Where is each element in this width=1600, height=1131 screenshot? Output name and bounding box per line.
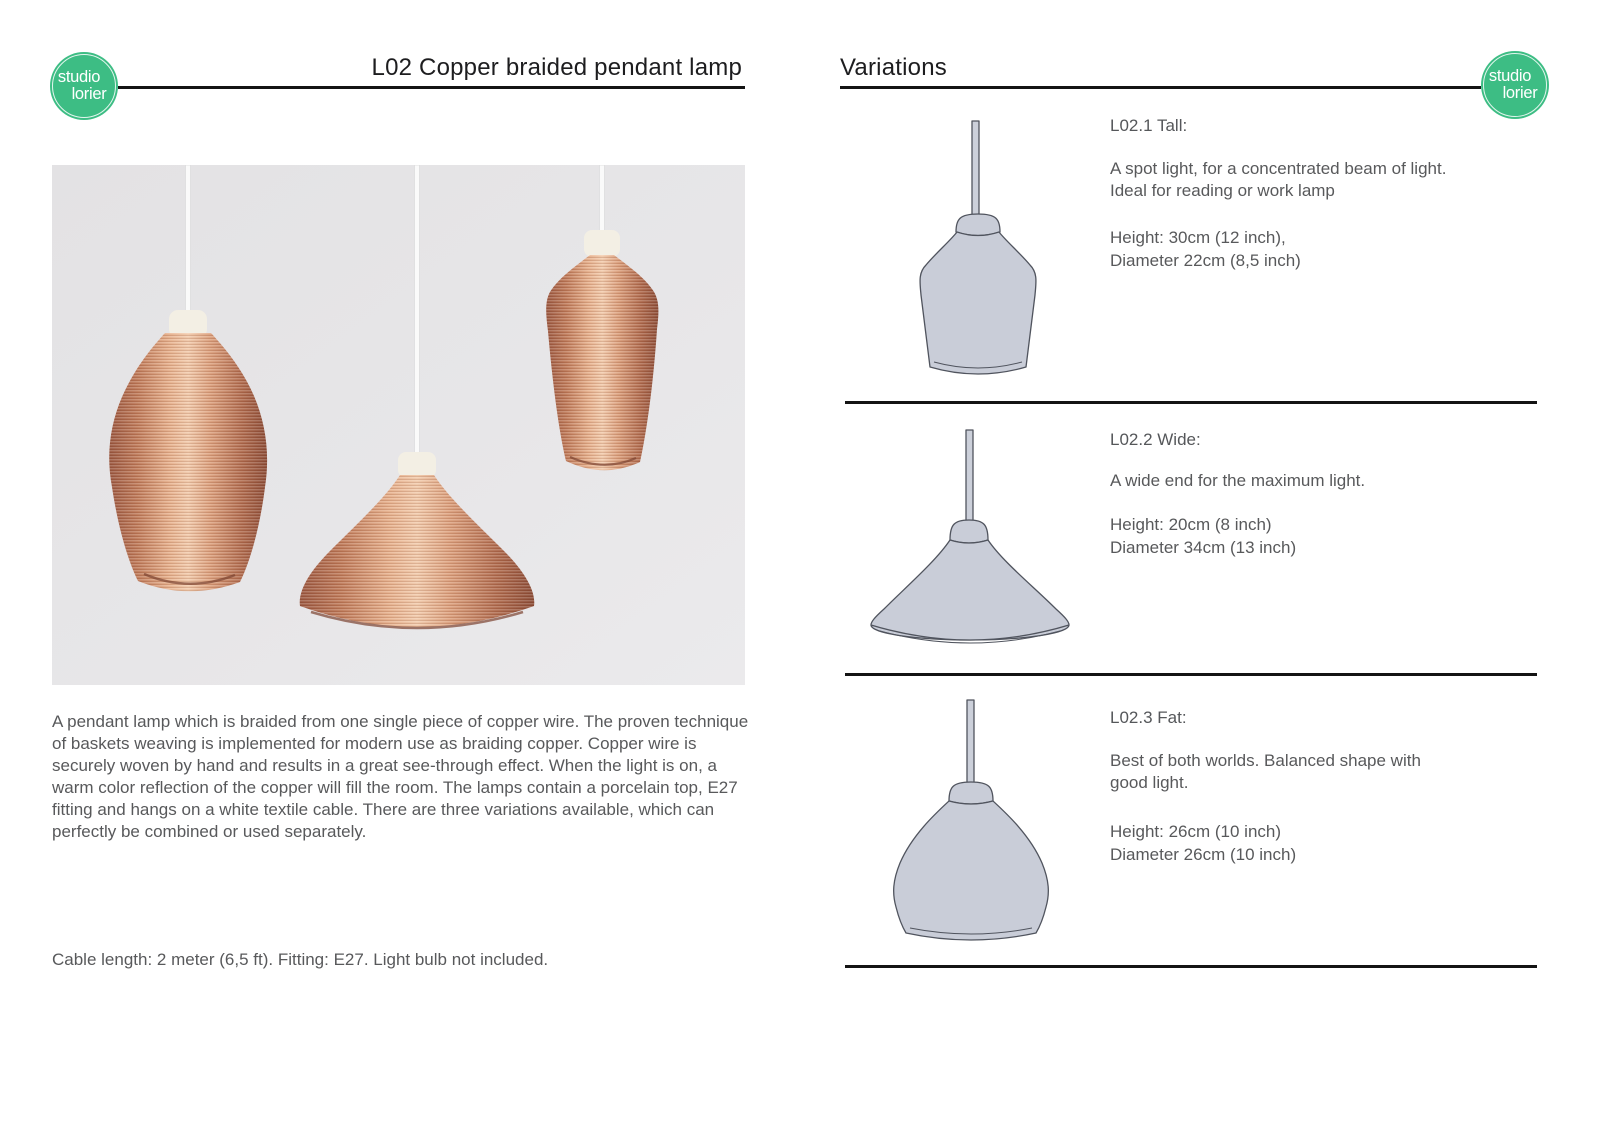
desc-line: A spot light, for a concentrated beam of light.: [1110, 159, 1447, 178]
variation-1-dimensions: [1110, 226, 1301, 272]
porcelain-cap: [398, 452, 436, 478]
page-title: L02 Copper braided pendant lamp: [371, 54, 742, 81]
variation-3-description: [1110, 750, 1495, 794]
drawing-body: [894, 801, 1049, 940]
diameter-line: Diameter 26cm (10 inch): [1110, 845, 1297, 864]
drawing-cable: [966, 430, 973, 522]
product-description: A pendant lamp which is braided from one single piece of copper wire. The proven technique of baskets weaving is implemented for modern use as braiding copper. Copper wire is securely woven by hand and results in a great see-through effect. When the light is on, a warm color reflection of the copper will fill the room. The lamps contain a porcelain top, E27 fitting and hangs on a white textile cable. There are three variations available, which can perfectly be combined or used separately.: [52, 712, 749, 841]
variation-3-dimensions: [1110, 820, 1296, 866]
drawing-cable: [972, 121, 979, 217]
desc-line: A wide end for the maximum light.: [1110, 471, 1366, 490]
drawing-body: [871, 540, 1069, 640]
section-divider: [845, 673, 1537, 676]
desc-line: Ideal for reading or work lamp: [1110, 181, 1335, 200]
brand-line-1: studio: [1488, 67, 1532, 85]
desc-line: good light.: [1110, 773, 1189, 792]
drawing-cap: [949, 782, 993, 804]
brand-line-2: lorier: [1502, 84, 1538, 102]
lamp-cable: [600, 165, 605, 233]
variation-2-name: L02.2 Wide:: [1110, 430, 1201, 449]
porcelain-cap: [584, 230, 620, 257]
height-line: Height: 26cm (10 inch): [1110, 822, 1282, 841]
brand-line-2: lorier: [71, 85, 107, 103]
variation-1-description: [1110, 158, 1495, 202]
drawing-cable: [967, 700, 974, 784]
section-divider: [845, 401, 1537, 404]
variations-heading: Variations: [840, 54, 947, 81]
studio-lorier-logo: [50, 52, 118, 120]
diameter-line: Diameter 34cm (13 inch): [1110, 538, 1297, 557]
section-divider: [845, 965, 1537, 968]
variation-2-description: [1110, 470, 1495, 492]
lamp-cable: [415, 165, 420, 455]
title-underline: [118, 86, 745, 89]
diameter-line: Diameter 22cm (8,5 inch): [1110, 251, 1301, 270]
fat-lamp-drawing: [848, 695, 1098, 945]
drawing-cap: [950, 520, 988, 543]
variation-1-name: L02.1 Tall:: [1110, 116, 1188, 135]
height-line: Height: 20cm (8 inch): [1110, 515, 1272, 534]
lamp-cable: [186, 165, 191, 313]
drawing-cap: [956, 214, 1000, 236]
desc-line: Best of both worlds. Balanced shape with: [1110, 751, 1421, 770]
coil-texture: [546, 255, 658, 470]
drawing-body: [920, 232, 1036, 374]
brand-line-1: studio: [57, 68, 101, 86]
tall-lamp-drawing: [858, 115, 1098, 400]
product-photo-copper-lamps: [52, 165, 745, 685]
studio-lorier-logo: [1481, 51, 1549, 119]
cable-note: Cable length: 2 meter (6,5 ft). Fitting: E27. Light bulb not included.: [52, 950, 549, 969]
wide-lamp-drawing: [840, 425, 1100, 660]
variations-underline: [840, 86, 1481, 89]
variation-2-dimensions: [1110, 513, 1296, 559]
variation-3-name: L02.3 Fat:: [1110, 708, 1187, 727]
height-line: Height: 30cm (12 inch),: [1110, 228, 1286, 247]
